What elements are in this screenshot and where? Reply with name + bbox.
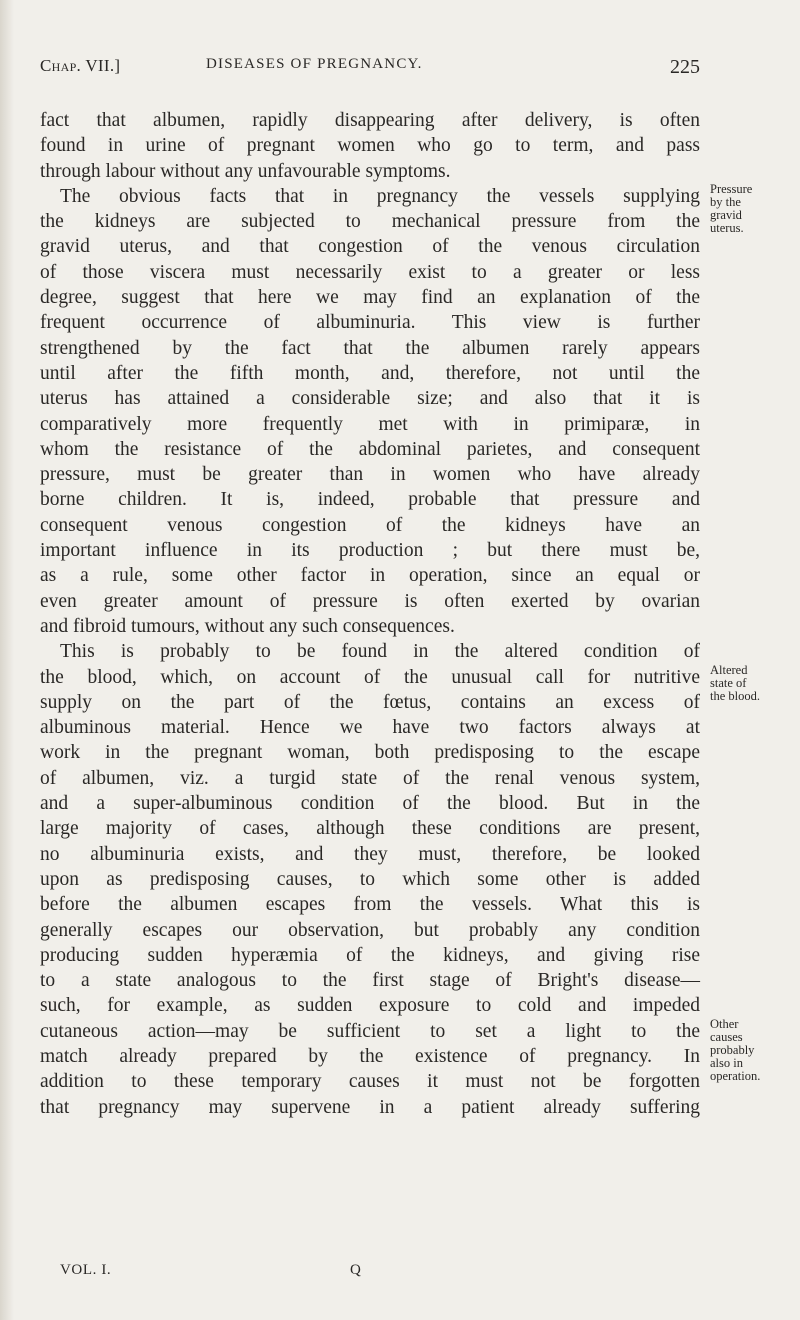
text-line: comparatively more frequently met with in primiparæ, in bbox=[40, 413, 700, 435]
margin-note-line: probably bbox=[710, 1043, 755, 1057]
text-line: found in urine of pregnant women who go to term, and pass bbox=[40, 135, 700, 157]
text-line: important influence in its production ; but there must be, bbox=[40, 540, 700, 562]
text-line: borne children. It is, indeed, probable that pressure and bbox=[40, 489, 700, 511]
text-line: the blood, which, on account of the unusual call for nutritive bbox=[40, 666, 700, 688]
page-number: 225 bbox=[670, 56, 700, 78]
text-line: as a rule, some other factor in operation, since an equal or bbox=[40, 565, 700, 587]
signature-mark: Q bbox=[350, 1262, 361, 1278]
text-line: upon as predisposing causes, to which some other is added bbox=[40, 868, 700, 890]
margin-note-line: by the bbox=[710, 195, 741, 209]
body-text bbox=[40, 108, 700, 1120]
page-footer bbox=[60, 1262, 700, 1282]
volume-label: VOL. I. bbox=[60, 1262, 112, 1278]
text-line: until after the fifth month, and, therefore, not until the bbox=[40, 362, 700, 384]
page-gutter-shadow bbox=[0, 0, 14, 1320]
text-line: whom the resistance of the abdominal parietes, and consequent bbox=[40, 438, 700, 460]
margin-note-line: operation. bbox=[710, 1069, 761, 1083]
text-line: of those viscera must necessarily exist to a greater or less bbox=[40, 261, 700, 283]
text-line: pressure, must be greater than in women who have already bbox=[40, 464, 700, 486]
text-line: no albuminuria exists, and they must, therefore, be looked bbox=[40, 843, 700, 865]
text-line: supply on the part of the fœtus, contains an excess of bbox=[40, 691, 700, 713]
margin-note-line: Other bbox=[710, 1017, 739, 1031]
text-line: to a state analogous to the first stage of Bright's disease— bbox=[40, 970, 700, 992]
text-line: before the albumen escapes from the vessels. What this is bbox=[40, 894, 700, 916]
text-line: gravid uterus, and that congestion of the venous circulation bbox=[40, 236, 700, 258]
text-line: generally escapes our observation, but probably any condition bbox=[40, 919, 700, 941]
margin-note-line: uterus. bbox=[710, 221, 744, 235]
text-line: albuminous material. Hence we have two factors always at bbox=[40, 717, 700, 739]
margin-note-pressure bbox=[710, 183, 752, 235]
text-line: through labour without any unfavourable symptoms. bbox=[40, 160, 451, 182]
text-line: match already prepared by the existence of pregnancy. In bbox=[40, 1045, 700, 1067]
text-line: addition to these temporary causes it must not be forgotten bbox=[40, 1071, 700, 1093]
text-line: that pregnancy may supervene in a patient already suffering bbox=[40, 1096, 700, 1118]
text-line: of albumen, viz. a turgid state of the renal venous system, bbox=[40, 767, 700, 789]
text-line: degree, suggest that here we may find an explanation of the bbox=[40, 287, 700, 309]
chapter-label: Chap. VII.] bbox=[40, 56, 121, 75]
text-line: and fibroid tumours, without any such consequences. bbox=[40, 615, 455, 637]
text-line: strengthened by the fact that the albumen rarely appears bbox=[40, 337, 700, 359]
page-header bbox=[40, 56, 700, 80]
margin-note-other-causes bbox=[710, 1018, 760, 1083]
text-line: uterus has attained a considerable size; and also that it is bbox=[40, 388, 700, 410]
margin-note-line: also in bbox=[710, 1056, 743, 1070]
text-line: The obvious facts that in pregnancy the vessels supplying bbox=[60, 185, 700, 207]
text-line: and a super-albuminous condition of the blood. But in the bbox=[40, 793, 700, 815]
text-line: the kidneys are subjected to mechanical pressure from the bbox=[40, 211, 700, 233]
text-line: consequent venous congestion of the kidneys have an bbox=[40, 514, 700, 536]
text-line: This is probably to be found in the altered condition of bbox=[60, 641, 700, 663]
margin-note-line: Altered bbox=[710, 663, 748, 677]
margin-note-line: the blood. bbox=[710, 689, 760, 703]
text-line: even greater amount of pressure is often exerted by ovarian bbox=[40, 590, 700, 612]
margin-note-altered-blood bbox=[710, 664, 760, 703]
margin-note-line: state of bbox=[710, 676, 747, 690]
running-title: DISEASES OF PREGNANCY. bbox=[206, 56, 423, 72]
text-line: fact that albumen, rapidly disappearing after delivery, is often bbox=[40, 110, 700, 131]
margin-note-line: gravid bbox=[710, 208, 742, 222]
text-line: such, for example, as sudden exposure to cold and impeded bbox=[40, 995, 700, 1017]
text-line: large majority of cases, although these conditions are present, bbox=[40, 818, 700, 840]
text-line: frequent occurrence of albuminuria. This view is further bbox=[40, 312, 700, 334]
margin-note-line: causes bbox=[710, 1030, 743, 1044]
text-line: work in the pregnant woman, both predisposing to the escape bbox=[40, 742, 700, 764]
margin-note-line: Pressure bbox=[710, 182, 753, 196]
text-line: cutaneous action—may be sufficient to set a light to the bbox=[40, 1020, 700, 1042]
text-line: producing sudden hyperæmia of the kidneys, and giving rise bbox=[40, 944, 700, 966]
